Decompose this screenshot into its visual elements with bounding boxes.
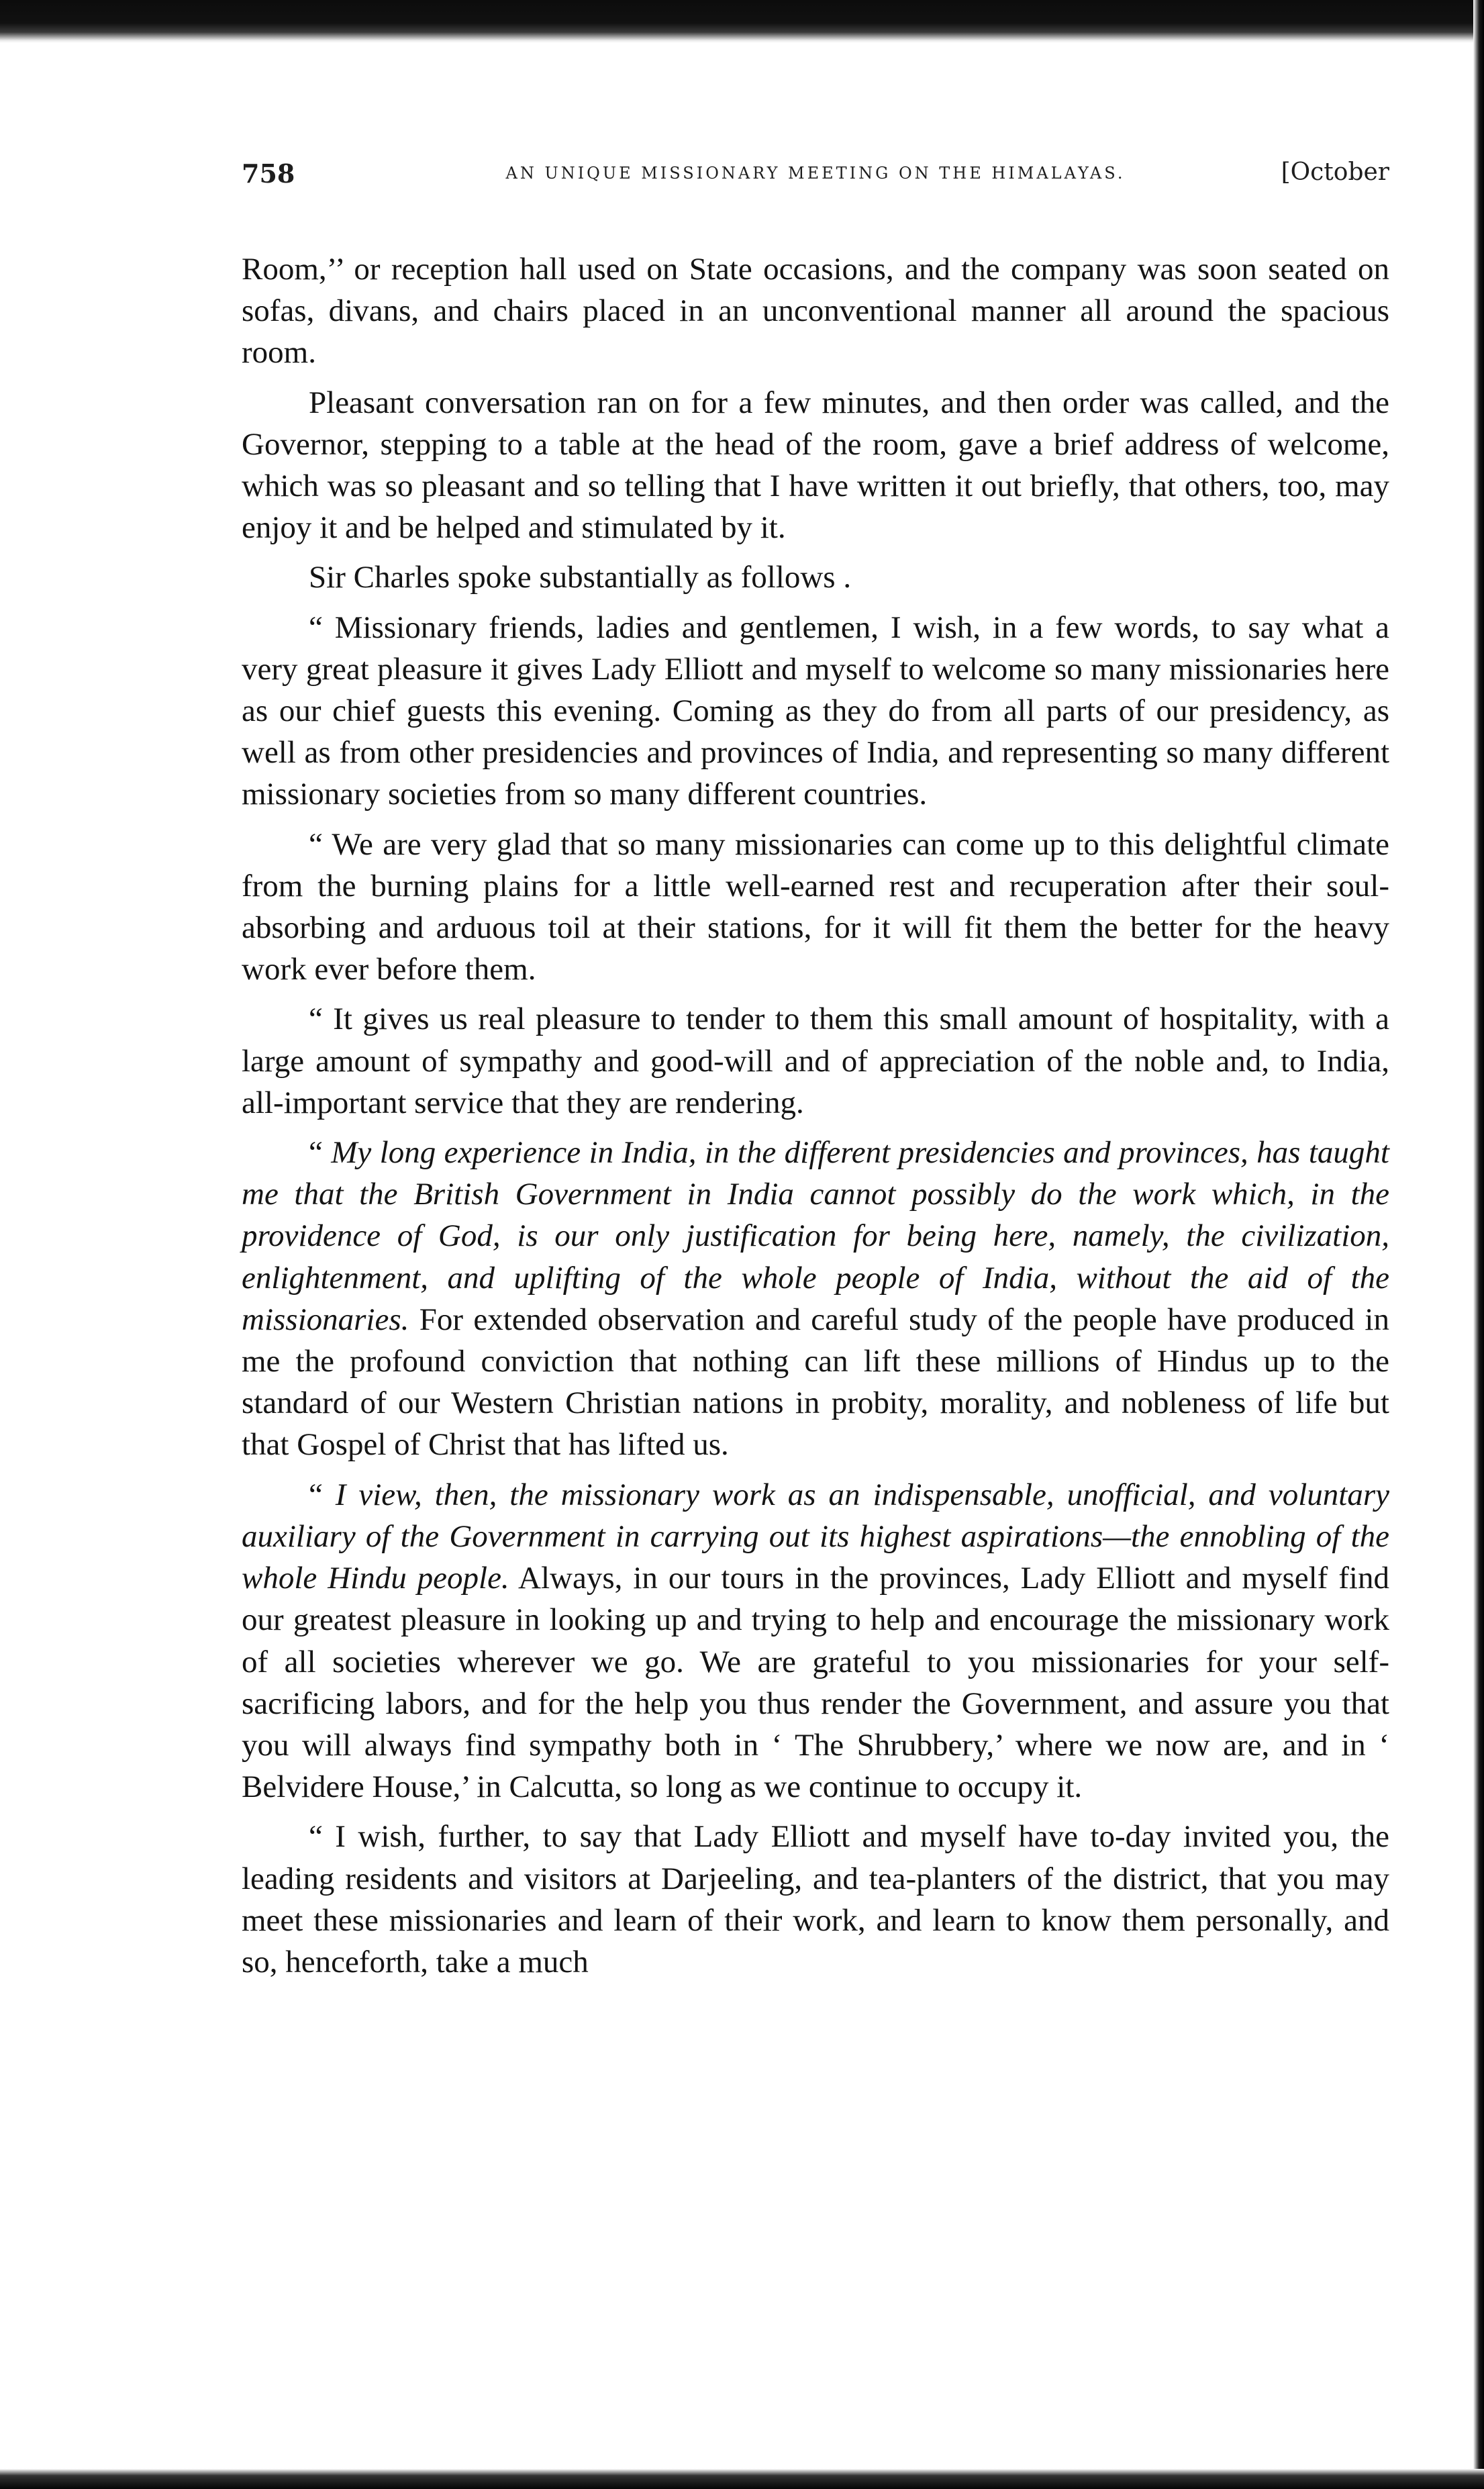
running-head [242, 154, 1389, 195]
body-paragraph [242, 607, 1389, 816]
italic-text-span: My long experience in India, in the different presidencies and provinces, has taught me that the British Government in India cannot possibly do the work which, in the providence of God, is our only justification for being here, namely, the civilization, enlightenment, and uplifting of the whole people of India, without the aid of the missionaries. [242, 1135, 1389, 1337]
book-page [242, 154, 1389, 1983]
scan-edge-bottom [0, 2469, 1484, 2489]
italic-text-span: I view, then, the missionary work as an indispensable, unofficial, and voluntary auxiliary of the Government in carrying out its highest aspirations—the ennobling of the whole Hindu people. [242, 1477, 1389, 1596]
text-span: Room,’’ or reception hall used on State occasions, and the company was soon seated on sofas, divans, and chairs placed in an unconventional manner all around the spacious room. [242, 252, 1389, 371]
body-paragraph [242, 382, 1389, 549]
text-span: “ Missionary friends, ladies and gentlemen, I wish, in a few words, to say what a very great pleasure it gives Lady Elliott and myself to welcome so many missionaries here as our chief guests this evening. Coming as they do from all parts of our presidency, as well as from other presidencies and provinces of India, and representing so many different missionary societies from so many different countries. [242, 609, 1389, 812]
running-month: [October [1281, 158, 1389, 186]
body-paragraph [242, 1474, 1389, 1808]
body-paragraph [242, 824, 1389, 991]
scan-edge-top [0, 0, 1484, 43]
body-paragraph [242, 248, 1389, 374]
scan-edge-right [1473, 0, 1484, 2489]
body-paragraph [242, 1816, 1389, 1983]
text-span: For extended observation and careful study of the people have produced in me the profound conviction that nothing can lift these millions of Hindus up to the standard of our Western Christian nations in probity, morality, and nobleness of life but that Gospel of Christ that has lifted us. [242, 1302, 1389, 1463]
text-span: Always, in our tours in the provinces, Lady Elliott and myself find our greatest pleasure in looking up and trying to help and encourage the missionary work of all societies wherever we go. We are grateful to you missionaries for your self-sacrificing labors, and for the help you thus render the Government, and assure you that you will always find sympathy both in ‘ The Shrubbery,’ where we now are, and in ‘ Belvidere House,’ in Calcutta, so long as we continue to occupy it. [242, 1561, 1389, 1805]
text-span: “ [309, 1135, 332, 1171]
text-span: “ We are very glad that so many missionaries can come up to this delightful climate from the burning plains for a little well-earned rest and recuperation after their soul-absorbing and arduous toil at their stations, for it will fit them the better for the heavy work ever before them. [242, 826, 1389, 987]
text-span: “ It gives us real pleasure to tender to them this small amount of hospitality, with a large amount of sympathy and good-will and of appreciation of the noble and, to India, all-important service that they are rendering. [242, 1002, 1389, 1120]
page-body [242, 248, 1389, 1983]
page-number: 758 [242, 158, 295, 189]
body-paragraph [242, 998, 1389, 1124]
text-span: “ [309, 1477, 336, 1512]
text-span: “ I wish, further, to say that Lady Elliott and myself have to-day invited you, the leading residents and visitors at Darjeeling, and tea-planters of the district, that you may meet these missionaries and learn of their work, and learn to know them personally, and so, henceforth, take a much [242, 1819, 1389, 1980]
body-paragraph [242, 1132, 1389, 1466]
body-paragraph [242, 556, 1389, 598]
text-span: Sir Charles spoke substantially as follows . [309, 560, 852, 595]
text-span: Pleasant conversation ran on for a few minutes, and then order was called, and the Governor, stepping to a table at the head of the room, gave a brief address of welcome, which was so pleasant and so telling that I have written it out briefly, that others, too, may enjoy it and be helped and stimulated by it. [242, 385, 1389, 546]
running-title: AN UNIQUE MISSIONARY MEETING ON THE HIMALAYAS. [505, 164, 1126, 183]
